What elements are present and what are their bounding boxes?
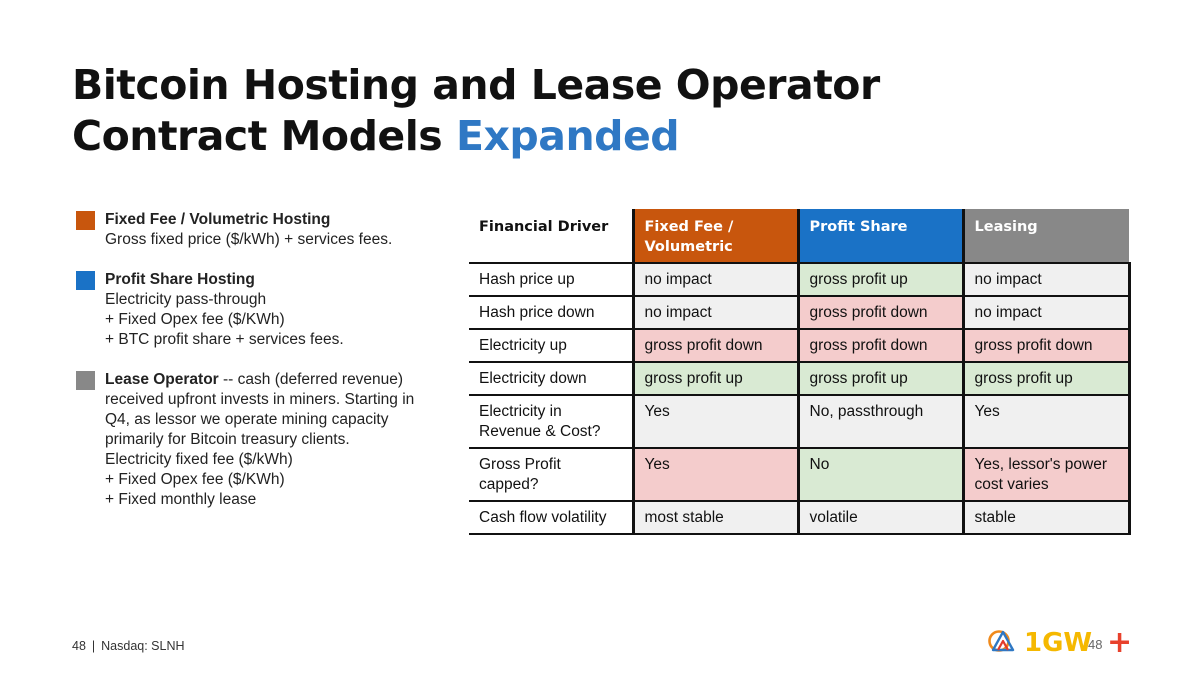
legend-title: Fixed Fee / Volumetric Hosting bbox=[105, 211, 331, 228]
leasing-cell: no impact bbox=[963, 263, 1129, 296]
table-row bbox=[469, 448, 1129, 501]
fixed-fee-cell: Yes bbox=[633, 395, 798, 448]
table-row bbox=[469, 263, 1129, 296]
fixed-fee-cell: Yes bbox=[633, 448, 798, 501]
legend-line: Electricity pass-through bbox=[105, 291, 267, 308]
leasing-cell: Yes bbox=[963, 395, 1129, 448]
row-driver-label: Electricity in Revenue & Cost? bbox=[469, 395, 633, 448]
legend-item-profit-share bbox=[76, 270, 436, 350]
lease-operator-swatch bbox=[76, 371, 95, 390]
profit-share-cell: gross profit up bbox=[798, 263, 963, 296]
fixed-fee-swatch bbox=[76, 211, 95, 230]
table-row bbox=[469, 362, 1129, 395]
table-row bbox=[469, 329, 1129, 362]
header-financial-driver: Financial Driver bbox=[469, 209, 633, 263]
title-accent-word: Expanded bbox=[455, 112, 680, 160]
table-header-row bbox=[469, 209, 1129, 263]
leasing-cell: Yes, lessor's power cost varies bbox=[963, 448, 1129, 501]
profit-share-cell: gross profit up bbox=[798, 362, 963, 395]
row-driver-label: Gross Profit capped? bbox=[469, 448, 633, 501]
header-leasing: Leasing bbox=[963, 209, 1129, 263]
legend-title: Profit Share Hosting bbox=[105, 271, 255, 288]
fixed-fee-cell: gross profit up bbox=[633, 362, 798, 395]
row-driver-label: Electricity down bbox=[469, 362, 633, 395]
title-line-2-prefix: Contract Models bbox=[72, 112, 456, 160]
contract-model-legend bbox=[76, 210, 436, 530]
fixed-fee-cell: no impact bbox=[633, 263, 798, 296]
table-row bbox=[469, 501, 1129, 534]
table-row bbox=[469, 296, 1129, 329]
ticker-label: Nasdaq: SLNH bbox=[101, 639, 185, 653]
leasing-cell: gross profit down bbox=[963, 329, 1129, 362]
profit-share-cell: No, passthrough bbox=[798, 395, 963, 448]
logo-plus: + bbox=[1107, 625, 1133, 658]
fixed-fee-cell: gross profit down bbox=[633, 329, 798, 362]
leasing-cell: stable bbox=[963, 501, 1129, 534]
slide-title bbox=[72, 60, 880, 162]
legend-line: + Fixed monthly lease bbox=[105, 491, 257, 508]
row-driver-label: Hash price up bbox=[469, 263, 633, 296]
legend-line: Gross fixed price ($/kWh) + services fees. bbox=[105, 231, 393, 248]
footer bbox=[72, 639, 185, 653]
header-fixed-fee: Fixed Fee / Volumetric bbox=[633, 209, 798, 263]
legend-line: + Fixed Opex fee ($/KWh) bbox=[105, 311, 285, 328]
legend-title: Lease Operator bbox=[105, 371, 219, 388]
legend-line: + BTC profit share + services fees. bbox=[105, 331, 344, 348]
title-line-1: Bitcoin Hosting and Lease Operator bbox=[72, 61, 880, 109]
financial-driver-table bbox=[469, 209, 1131, 535]
row-driver-label: Hash price down bbox=[469, 296, 633, 329]
footer-separator: | bbox=[91, 639, 96, 653]
profit-share-cell: No bbox=[798, 448, 963, 501]
table-row bbox=[469, 395, 1129, 448]
leasing-cell: gross profit up bbox=[963, 362, 1129, 395]
legend-item-lease-operator bbox=[76, 370, 436, 510]
profit-share-swatch bbox=[76, 271, 95, 290]
fixed-fee-cell: most stable bbox=[633, 501, 798, 534]
leasing-cell: no impact bbox=[963, 296, 1129, 329]
1gw-plus-logo bbox=[987, 624, 1133, 658]
header-profit-share: Profit Share bbox=[798, 209, 963, 263]
legend-description: -- cash (deferred revenue) received upfront invests in miners. Starting in Q4, as lessor we operate mining capacity primarily for Bitcoin treasury clients. bbox=[105, 371, 415, 448]
row-driver-label: Cash flow volatility bbox=[469, 501, 633, 534]
fixed-fee-cell: no impact bbox=[633, 296, 798, 329]
logo-overlay-number: 48 bbox=[1088, 637, 1103, 652]
logo-text: 1GW bbox=[1024, 628, 1093, 658]
profit-share-cell: gross profit down bbox=[798, 329, 963, 362]
profit-share-cell: volatile bbox=[798, 501, 963, 534]
page-number: 48 bbox=[72, 639, 86, 653]
row-driver-label: Electricity up bbox=[469, 329, 633, 362]
profit-share-cell: gross profit down bbox=[798, 296, 963, 329]
legend-item-fixed-fee bbox=[76, 210, 436, 250]
legend-line: + Fixed Opex fee ($/KWh) bbox=[105, 471, 285, 488]
legend-line: Electricity fixed fee ($/kWh) bbox=[105, 451, 293, 468]
